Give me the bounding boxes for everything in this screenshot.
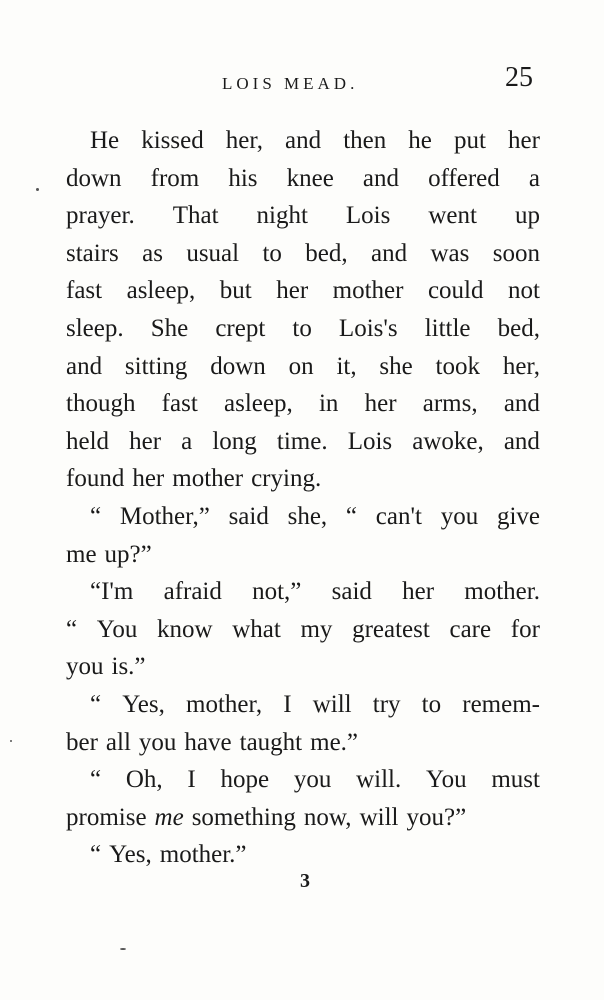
text-line: me up?” bbox=[66, 540, 152, 568]
text-line: promise me something now, will you?” bbox=[66, 803, 467, 831]
text-line: “ Oh, I hope you will. You must bbox=[90, 766, 540, 794]
text-line: down from his knee and offered a bbox=[66, 164, 540, 192]
text-line: you is.” bbox=[66, 653, 146, 681]
text-line: sleep. She crept to Lois's little bed, bbox=[66, 314, 540, 342]
text-line: found her mother crying. bbox=[66, 465, 322, 493]
signature-mark: 3 bbox=[300, 870, 310, 892]
text-line: “ Yes, mother, I will try to remem- bbox=[90, 690, 540, 718]
text-line: ber all you have taught me.” bbox=[66, 728, 359, 756]
text-line: “ Mother,” said she, “ can't you give bbox=[90, 502, 540, 530]
text-line: stairs as usual to bed, and was soon bbox=[66, 239, 540, 267]
page-number: 25 bbox=[505, 62, 533, 93]
text-line: and sitting down on it, she took her, bbox=[66, 352, 540, 380]
scan-speck bbox=[10, 740, 12, 742]
scan-speck bbox=[120, 948, 126, 950]
body-text bbox=[66, 122, 540, 874]
text-line: fast asleep, but her mother could not bbox=[66, 277, 540, 305]
page-header bbox=[0, 60, 604, 100]
running-head: LOIS MEAD. bbox=[222, 74, 359, 93]
text-line: held her a long time. Lois awoke, and bbox=[66, 427, 540, 455]
text-line: though fast asleep, in her arms, and bbox=[66, 390, 540, 418]
scan-speck bbox=[36, 188, 39, 191]
text-line: prayer. That night Lois went up bbox=[66, 202, 540, 230]
text-line: “ Yes, mother.” bbox=[90, 841, 247, 869]
text-line: He kissed her, and then he put her bbox=[90, 127, 540, 154]
text-line: “I'm afraid not,” said her mother. bbox=[90, 578, 540, 606]
text-line: “ You know what my greatest care for bbox=[66, 615, 540, 643]
